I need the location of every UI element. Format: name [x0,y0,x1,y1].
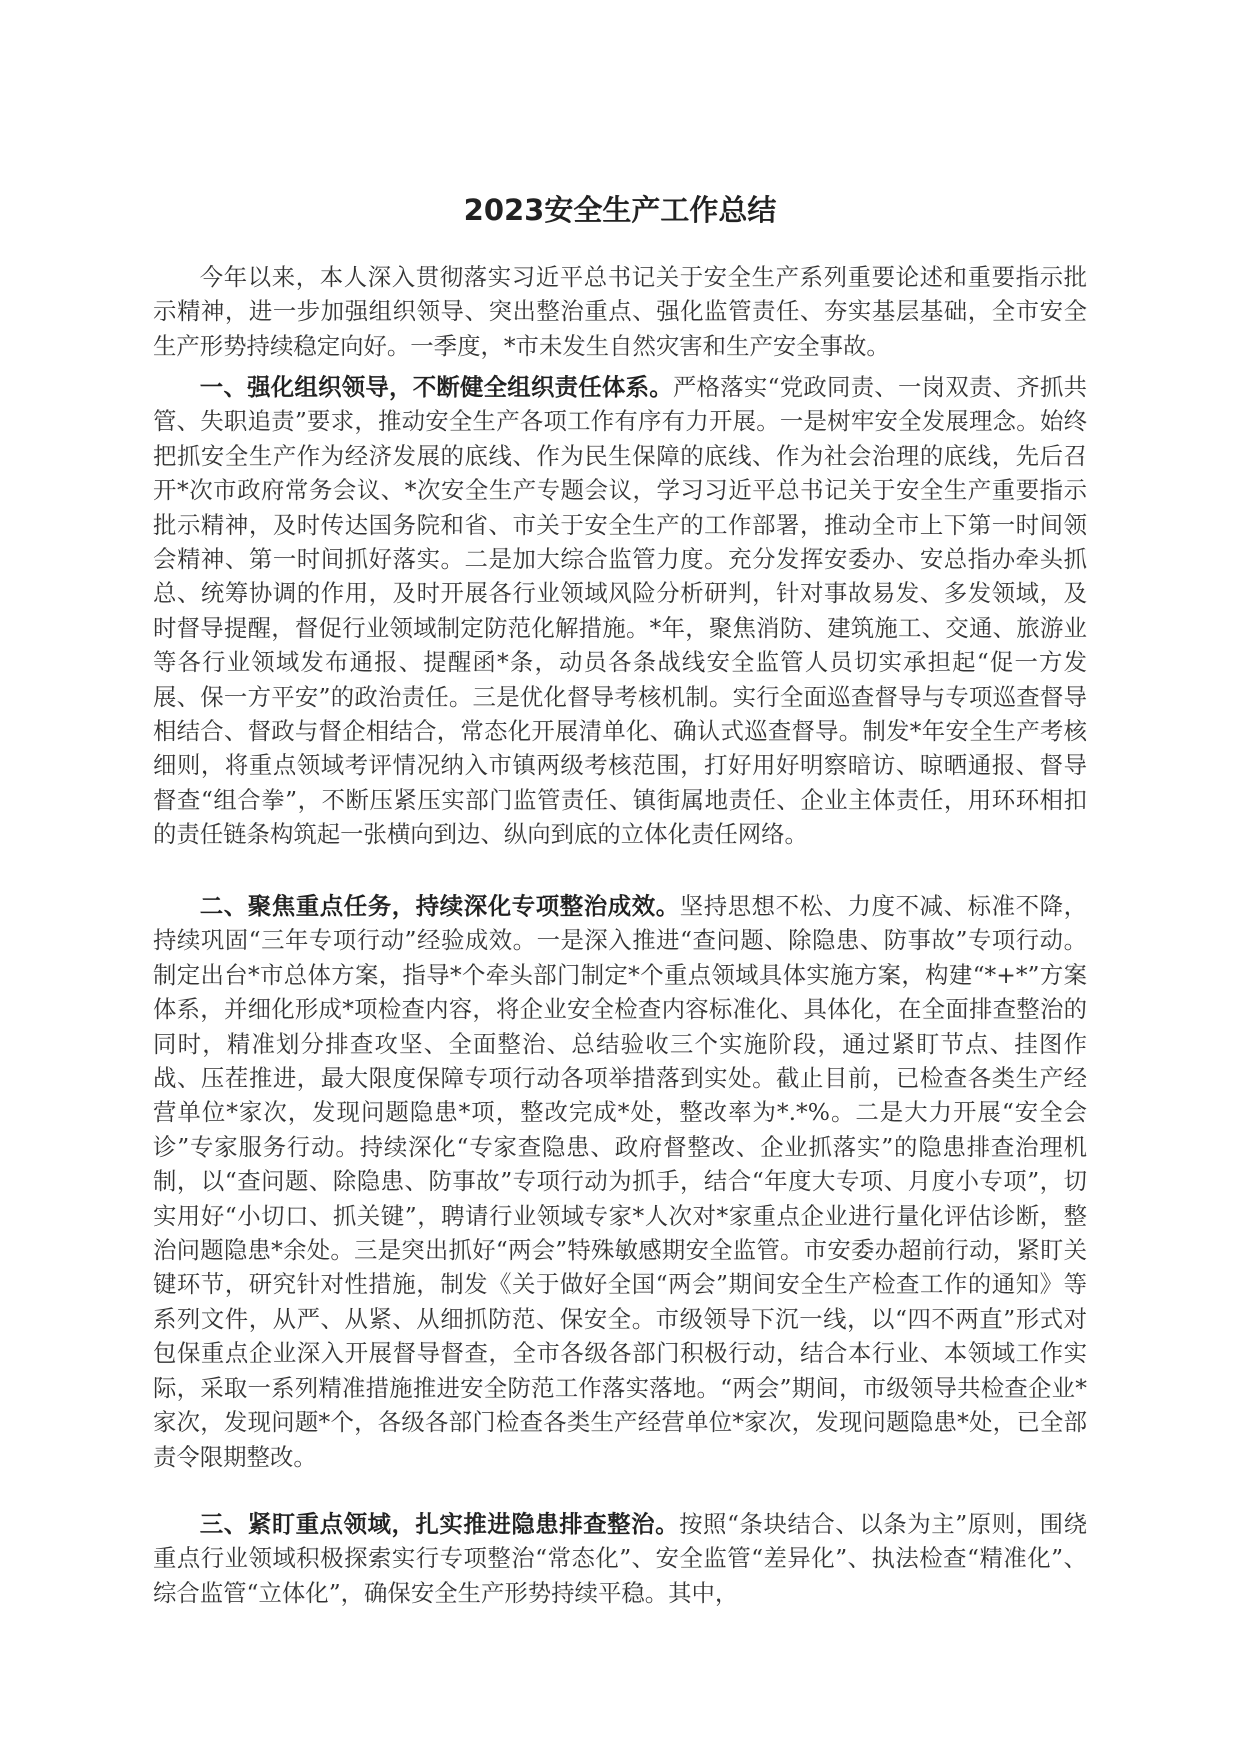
intro-paragraph: 今年以来，本人深入贯彻落实习近平总书记关于安全生产系列重要论述和重要指示批示精神，进一步加强组织领导、突出整治重点、强化监管责任、夯实基层基础，全市安全生产形势持续稳定向好。一季度，*市未发生自然灾害和生产安全事故。 [153,263,1087,360]
section-2-heading: 二、聚焦重点任务，持续深化专项整治成效。 [199,892,680,920]
section-1-heading: 一、强化组织领导，不断健全组织责任体系。 [199,373,673,401]
section-2-body: 坚持思想不松、力度不减、标准不降，持续巩固“三年专项行动”经验成效。一是深入推进“查问题、除隐患、防事故”专项行动。制定出台*市总体方案，指导*个牵头部门制定*个重点领域具体实施方案，构建“*+*”方案体系，并细化形成*项检查内容，将企业安全检查内容标准化、具体化，在全面排查整治的同时，精准划分排查攻坚、全面整治、总结验收三个实施阶段，通过紧盯节点、挂图作战、压茬推进，最大限度保障专项行动各项举措落到实处。截止目前，已检查各类生产经营单位*家次，发现问题隐患*项，整改完成*处，整改率为*.*%。二是大力开展“安全会诊”专家服务行动。持续深化“专家查隐患、政府督整改、企业抓落实”的隐患排查治理机制，以“查问题、除隐患、防事故”专项行动为抓手，结合“年度大专项、月度小专项”，切实用好“小切口、抓关键”，聘请行业领域专家*人次对*家重点企业进行量化评估诊断，整治问题隐患*余处。三是突出抓好“两会”特殊敏感期安全监管。市安委办超前行动，紧盯关键环节，研究针对性措施，制发《关于做好全国“两会”期间安全生产检查工作的通知》等系列文件，从严、从紧、从细抓防范、保安全。市级领导下沉一线，以“四不两直”形式对包保重点企业深入开展督导督查，全市各级各部门积极行动，结合本行业、本领域工作实际，采取一系列精准措施推进安全防范工作落实落地。“两会”期间，市级领导共检查企业*家次，发现问题*个，各级各部门检查各类生产经营单位*家次，发现问题隐患*处，已全部责令限期整改。 [153,892,1088,1471]
section-1-paragraph [153,370,1087,852]
section-3-body: 按照“条块结合、以条为主”原则，围绕重点行业领域积极探索实行专项整治“常态化”、安全监管“差异化”、执法检查“精准化”、综合监管“立体化”，确保安全生产形势持续平稳。其中， [153,1510,1087,1607]
section-1-body: 严格落实“党政同责、一岗双责、齐抓共管、失职追责”要求，推动安全生产各项工作有序有力开展。一是树牢安全发展理念。始终把抓安全生产作为经济发展的底线、作为民生保障的底线、作为社会治理的底线，先后召开*次市政府常务会议、*次安全生产专题会议，学习习近平总书记关于安全生产重要指示批示精神，及时传达国务院和省、市关于安全生产的工作部署，推动全市上下第一时间领会精神、第一时间抓好落实。二是加大综合监管力度。充分发挥安委办、安总指办牵头抓总、统筹协调的作用，及时开展各行业领域风险分析研判，针对事故易发、多发领域，及时督导提醒，督促行业领域制定防范化解措施。*年，聚焦消防、建筑施工、交通、旅游业等各行业领域发布通报、提醒函*条，动员各条战线安全监管人员切实承担起“促一方发展、保一方平安”的政治责任。三是优化督导考核机制。实行全面巡查督导与专项巡查督导相结合、督政与督企相结合，常态化开展清单化、确认式巡查督导。制发*年安全生产考核细则，将重点领域考评情况纳入市镇两级考核范围，打好用好明察暗访、晾晒通报、督导督查“组合拳”，不断压紧压实部门监管责任、镇街属地责任、企业主体责任，用环环相扣的责任链条构筑起一张横向到边、纵向到底的立体化责任网络。 [153,373,1087,849]
section-2-paragraph [153,889,1087,1474]
document-title: 2023安全生产工作总结 [463,193,777,227]
section-3-heading: 三、紧盯重点领域，扎实推进隐患排查整治。 [199,1510,680,1538]
section-3-paragraph [153,1507,1087,1610]
